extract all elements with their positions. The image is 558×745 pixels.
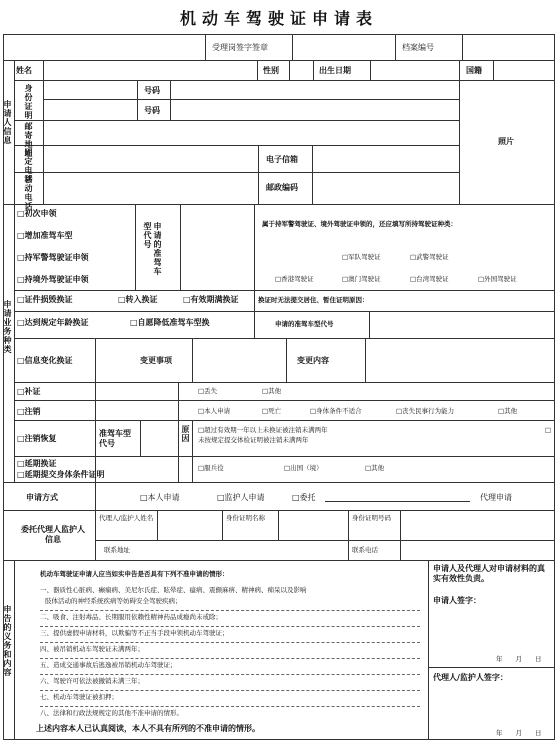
overdue-option[interactable]: □超过有效期一年以上未换证被注销未满两年 xyxy=(198,426,328,434)
delay-other-option[interactable]: □其他 xyxy=(365,464,385,472)
declaration-item-3: 三、提供虚假申请材料，以欺骗等不正当手段申领机动车驾驶证； xyxy=(40,629,229,637)
add-class-option[interactable]: □增加准驾车型 xyxy=(17,231,73,240)
nationality-label: 国籍 xyxy=(466,66,482,75)
class-code-label: 准驾车型代号 xyxy=(99,429,131,448)
age-option[interactable]: □达到规定年龄换证 xyxy=(17,318,89,327)
truth-statement: 申请人及代理人对申请材料的真实有效性负责。 xyxy=(433,564,545,583)
military-option[interactable]: □持军警驾驶证申领 xyxy=(17,253,89,262)
foreign-option[interactable]: □持境外驾驶证申领 xyxy=(17,275,89,284)
cancel-self-option[interactable]: □本人申请 xyxy=(198,407,231,415)
dob-label: 出生日期 xyxy=(319,66,351,75)
declaration-confirm: 上述内容本人已认真阅读，本人不具有所列的不准申请的情形。 xyxy=(36,724,260,733)
reissue-other-option[interactable]: □其他 xyxy=(262,387,282,395)
mobile-label: 移动电话 xyxy=(24,175,33,211)
declaration-item-8: 八、法律和行政法规规定的其他不准申请的情形。 xyxy=(40,709,183,717)
agent-phone-label: 联系电话 xyxy=(352,546,378,554)
cancel-death-option[interactable]: □死亡 xyxy=(262,407,282,415)
damaged-option[interactable]: □证件损毁换证 xyxy=(17,295,73,304)
valid-expire-option[interactable]: □有效期满换证 xyxy=(183,295,239,304)
form-title: 机动车驾驶证申请表 xyxy=(179,9,378,28)
transfer-option[interactable]: □转入换证 xyxy=(118,295,158,304)
photo-label: 照片 xyxy=(498,137,514,146)
apply-method-label: 申请方式 xyxy=(26,493,58,502)
first-apply-option[interactable]: □初次申领 xyxy=(17,209,57,218)
cancel-incapable-option[interactable]: □丧失民事行为能力 xyxy=(396,407,455,415)
applicant-section-label: 申请人信息 xyxy=(3,100,12,145)
restore-option[interactable]: □注销恢复 xyxy=(17,434,57,443)
delay-health-option[interactable]: □延期提交身体条件证明 xyxy=(17,470,105,479)
police-license-option[interactable]: □武警驾驶证 xyxy=(410,253,449,261)
overdue-checkbox-right[interactable]: □ xyxy=(545,426,552,434)
army-license-option[interactable]: □军队驾驶证 xyxy=(342,253,381,261)
file-no-label: 档案编号 xyxy=(402,43,434,52)
apply-class-label: 申请的准驾车型代号 xyxy=(143,222,162,276)
hk-license-option[interactable]: □香港驾驶证 xyxy=(275,275,314,283)
reissue-option[interactable]: □补证 xyxy=(17,387,41,396)
residence-reason-label: 换证时无法提交居住、暂住证明原因： xyxy=(258,296,369,304)
reviewer-sign-label: 受理岗签字签章 xyxy=(212,43,268,52)
change-item-label: 变更事项 xyxy=(140,356,172,365)
apply-class-label-2: 申请的准驾车型代号 xyxy=(275,320,334,328)
name-label: 姓名 xyxy=(16,66,32,75)
id-doc-label: 身份证明 xyxy=(24,84,33,120)
info-change-option[interactable]: □信息变化换证 xyxy=(17,356,73,365)
declaration-item-1: 一、器质性心脏病、癫痫病、美尼尔氏症、眩晕症、癔病、震颤麻痹、精神病、痴呆以及影响 xyxy=(40,586,307,594)
method-self-option[interactable]: □本人申请 xyxy=(140,493,180,502)
email-label: 电子信箱 xyxy=(266,155,298,164)
applicant-sign-label: 申请人签字： xyxy=(433,596,481,605)
tw-license-option[interactable]: □台湾驾驶证 xyxy=(410,275,449,283)
agent-id-name-label: 身份证明名称 xyxy=(226,514,265,522)
method-agent-option[interactable]: □委托 xyxy=(292,493,316,502)
agent-id-no-label: 身份证明号码 xyxy=(352,514,391,522)
gender-label: 性别 xyxy=(263,66,279,75)
declaration-item-1b: 肢体活动的神经系统疾病等妨碍安全驾驶疾病； xyxy=(45,597,182,605)
cancel-health-option[interactable]: □身体条件不适合 xyxy=(310,407,362,415)
foreign-license-option[interactable]: □外国驾驶证 xyxy=(478,275,517,283)
applicant-sign-date: 年 月 日 xyxy=(496,655,542,663)
landline-label: 固定电话 xyxy=(24,148,33,184)
mo-license-option[interactable]: □澳门驾驶证 xyxy=(342,275,381,283)
method-guardian-option[interactable]: □监护人申请 xyxy=(217,493,265,502)
agent-section-label: 委托代理人监护人信息 xyxy=(21,525,85,544)
change-content-label: 变更内容 xyxy=(297,356,329,365)
downgrade-option[interactable]: □自愿降低准驾车型换 xyxy=(130,318,210,327)
license-type-note: 属于持军警驾驶证、境外驾驶证申领的，还应填写所持驾驶证种类： xyxy=(262,220,457,228)
reason-label: 原因 xyxy=(181,425,190,443)
agent-sign-date: 年 月 日 xyxy=(496,729,542,737)
agent-name-label: 代理人/监护人姓名 xyxy=(99,514,154,522)
id-number-label-1: 号码 xyxy=(144,86,160,95)
postcode-label: 邮政编码 xyxy=(266,183,298,192)
declaration-item-5: 五、造成交通事故后逃逸被吊销机动车驾驶证； xyxy=(40,661,177,669)
mail-addr-label: 邮寄地址 xyxy=(24,122,33,158)
delay-serving-option[interactable]: □服兵役 xyxy=(198,464,224,472)
reissue-lost-option[interactable]: □丢失 xyxy=(198,387,218,395)
cancel-other-option[interactable]: □其他 xyxy=(498,407,518,415)
declaration-heading: 机动车驾驶证申请人应当如实申告是否具有下列不准申请的情形： xyxy=(40,570,229,578)
cancel-option[interactable]: □注销 xyxy=(17,407,41,416)
declaration-item-2: 二、吸食、注射毒品、长期服用依赖性精神药品成瘾尚未戒除； xyxy=(40,613,222,621)
agent-suffix-label: 代理申请 xyxy=(480,493,512,502)
declaration-item-4: 四、被吊销机动车驾驶证未满两年； xyxy=(40,645,144,653)
declaration-item-6: 六、驾驶许可依法被撤销未满三年； xyxy=(40,677,144,685)
declaration-item-7: 七、机动车驾驶证被扣押； xyxy=(40,693,118,701)
declaration-section-label: 申告的义务和内容 xyxy=(3,605,12,677)
delay-option[interactable]: □延期换证 xyxy=(17,459,57,468)
agent-address-label: 联系地址 xyxy=(104,546,130,554)
delay-abroad-option[interactable]: □出国（境） xyxy=(284,464,323,472)
overdue-option-2: 未按规定提交体检证明被注销未满两年 xyxy=(198,436,309,444)
id-number-label-2: 号码 xyxy=(144,106,160,115)
business-section-label: 申请业务种类 xyxy=(3,300,12,354)
agent-sign-label: 代理人/监护人签字： xyxy=(433,673,508,682)
